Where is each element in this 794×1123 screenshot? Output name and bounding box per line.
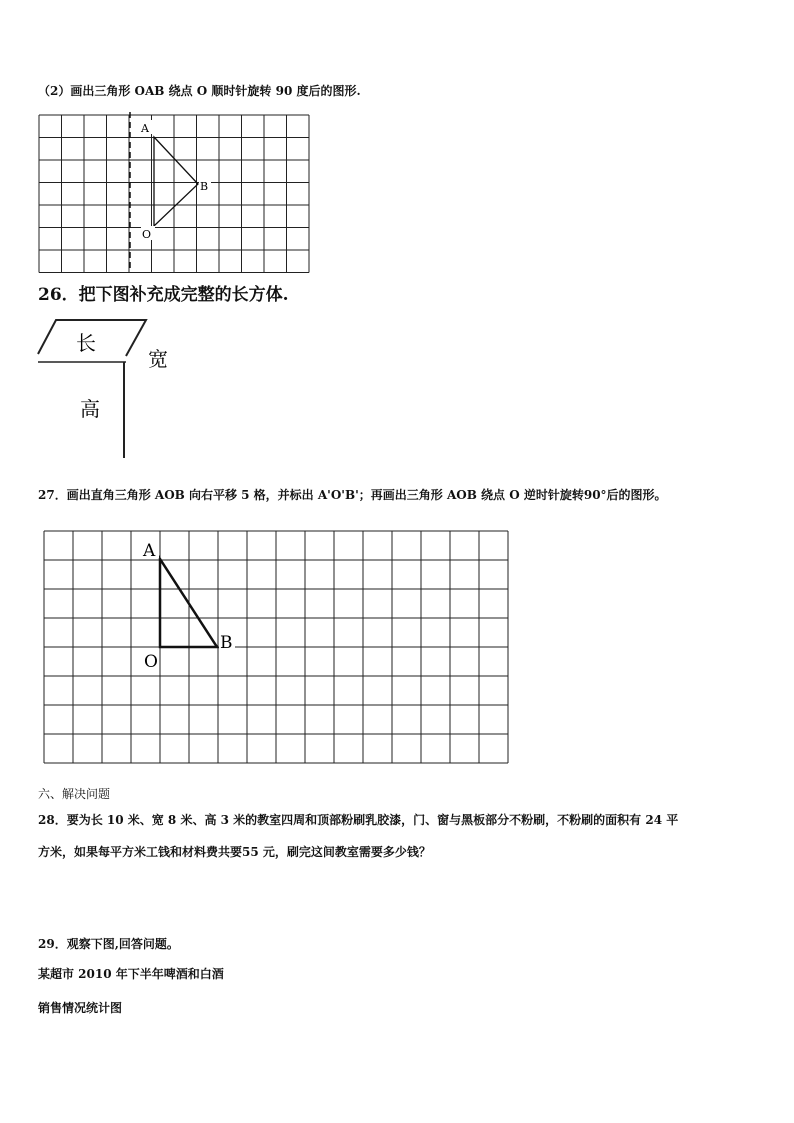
label-length: 长 <box>76 331 96 355</box>
section-heading: 六、解决问题 <box>38 787 111 801</box>
figure-2-cuboid <box>36 316 236 466</box>
label-width: 宽 <box>148 347 168 371</box>
label-o: O <box>142 228 152 241</box>
label-b: B <box>220 633 233 653</box>
label-height: 高 <box>80 397 100 421</box>
question-28-line1: 28．要为长 10 米、宽 8 米、高 3 米的教室四周和顶部粉刷乳胶漆，门、窗与黑板部分不粉刷，不粉刷的面积有 24 平 <box>38 813 679 827</box>
question-25-part2: （2）画出三角形 OAB 绕点 O 顺时针旋转 90 度后的图形. <box>38 84 361 98</box>
question-26: 26．把下图补充成完整的长方体. <box>38 285 289 305</box>
label-b: B <box>200 180 209 193</box>
label-o: O <box>144 652 158 672</box>
chart-title-line1: 某超市 2010 年下半年啤酒和白酒 <box>38 967 224 981</box>
question-29: 29．观察下图,回答问题。 <box>38 937 179 951</box>
question-28-line2: 方米，如果每平方米工钱和材料费共要55 元，刷完这间教室需要多少钱？ <box>38 845 431 859</box>
grid-lines-1 <box>39 115 309 273</box>
chart-title-line2: 销售情况统计图 <box>38 1001 123 1015</box>
grid-lines-3 <box>44 531 508 763</box>
question-27: 27．画出直角三角形 AOB 向右平移 5 格，并标出 A'O'B'；再画出三角形 AOB 绕点 O 逆时针旋转90°后的图形。 <box>38 488 667 502</box>
label-a: A <box>141 122 149 135</box>
figure-3-grid <box>43 530 513 765</box>
label-a: A <box>143 541 156 561</box>
triangle-oab <box>154 137 198 226</box>
figure-1-grid <box>36 112 336 272</box>
